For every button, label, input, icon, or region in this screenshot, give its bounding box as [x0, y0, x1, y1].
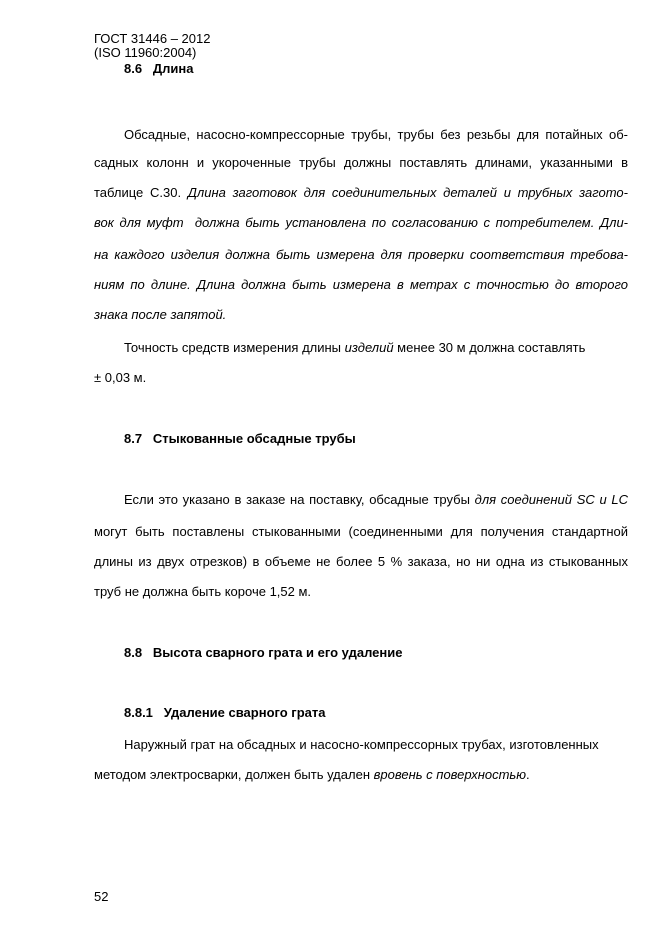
- italic-text: для соединений SC и LC: [474, 492, 628, 507]
- paragraph-line: ± 0,03 м.: [94, 370, 147, 385]
- paragraph-line: [94, 307, 226, 323]
- paragraph-line: [94, 185, 628, 201]
- italic-text: вок для муфт должна быть установлена по согласованию с потребителем. Дли-: [94, 215, 628, 230]
- text: Точность средств измерения длины: [124, 340, 345, 355]
- subsection-heading-8-8-1: 8.8.1 Удаление сварного грата: [124, 705, 326, 720]
- doc-header-iso: (ISO 11960:2004): [94, 45, 197, 60]
- italic-text: изделий: [344, 340, 394, 355]
- text: таблице С.30.: [94, 185, 188, 200]
- paragraph-line: труб не должна быть короче 1,52 м.: [94, 584, 312, 599]
- paragraph-line: [94, 767, 530, 783]
- italic-text: Длина заготовок для соединительных деталей и трубных загото-: [187, 185, 628, 200]
- section-heading-8-6: 8.6 Длина: [124, 61, 194, 76]
- paragraph-line: [124, 340, 585, 356]
- page-number: 52: [94, 889, 109, 904]
- paragraph-line: [94, 215, 628, 231]
- italic-text: ниям по длине.: [94, 277, 197, 292]
- text: менее 30 м должна составлять: [393, 340, 586, 355]
- paragraph-line: Наружный грат на обсадных и насосно-компрессорных трубах, изготовленных: [124, 737, 599, 752]
- paragraph-line: могут быть поставлены стыкованными (соединенными для получения стандартной: [94, 524, 628, 539]
- paragraph-line: [124, 492, 628, 508]
- section-heading-8-7: 8.7 Стыкованные обсадные трубы: [124, 431, 356, 446]
- italic-text: Длина должна быть измерена в метрах с точностью до второго: [196, 277, 629, 292]
- doc-header-standard: ГОСТ 31446 – 2012: [94, 31, 211, 46]
- paragraph-line: Обсадные, насосно-компрессорные трубы, трубы без резьбы для потайных об-: [124, 127, 628, 142]
- text: .: [526, 767, 530, 782]
- paragraph-line: длины из двух отрезков) в объеме не более 5 % заказа, но ни одна из стыкованных: [94, 554, 628, 569]
- italic-text: вровень с поверхностью: [373, 767, 527, 782]
- text: Если это указано в заказе на поставку, обсадные трубы: [124, 492, 475, 507]
- text: методом электросварки, должен быть удален: [94, 767, 374, 782]
- paragraph-line: садных колонн и укороченные трубы должны поставлять длинами, указанными в: [94, 155, 628, 170]
- paragraph-line: [94, 277, 628, 293]
- paragraph-line: [94, 247, 628, 263]
- italic-text: на каждого изделия должна быть измерена для проверки соответствия требова-: [94, 247, 628, 262]
- section-heading-8-8: 8.8 Высота сварного грата и его удаление: [124, 645, 403, 660]
- italic-text: знака после запятой.: [94, 307, 227, 322]
